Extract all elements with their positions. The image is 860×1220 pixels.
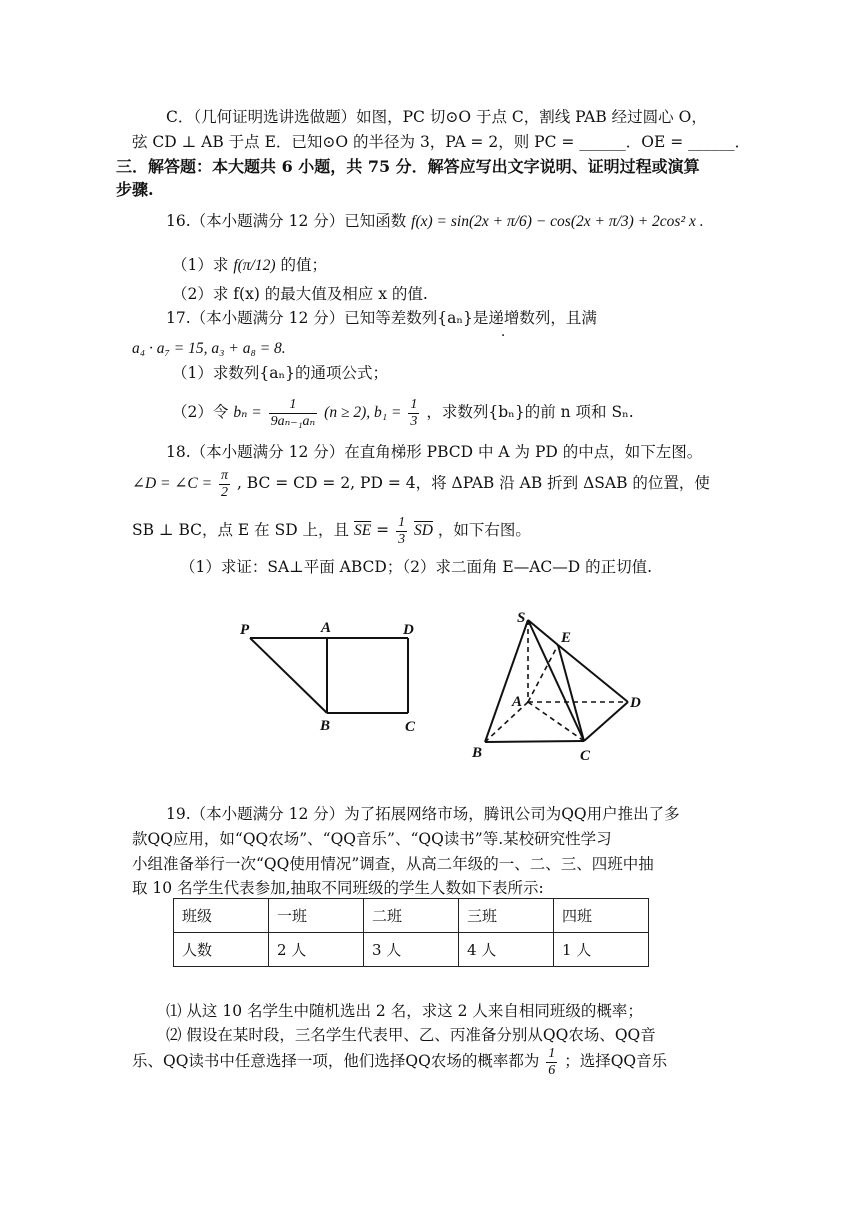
q17-bn-numerator: 1 — [269, 397, 318, 414]
q18-line2 — [132, 463, 710, 504]
q16-intro-text: 16.（本小题满分 12 分）已知函数 — [166, 212, 407, 230]
q19-part2-line2 — [132, 1041, 667, 1081]
q17-b1-denominator: 3 — [410, 413, 418, 429]
q17-bn-label: bₙ = — [233, 404, 262, 421]
q17-condition: a₄ · a₇ = 15, a₃ + a₈ = 8. — [132, 340, 286, 357]
q18-angle-fraction — [219, 468, 230, 501]
figure-right-label-s: S — [517, 610, 526, 626]
table-cell: 二班 — [364, 899, 459, 933]
q18-line1: 18.（本小题满分 12 分）在直角梯形 PBCD 中 A 为 PD 的中点，如下左图。 — [166, 443, 703, 461]
q17-bn-fraction — [269, 397, 318, 430]
q18-equals: = — [376, 521, 390, 539]
table-cell: 四班 — [554, 899, 649, 933]
q19-line1: 19.（本小题满分 12 分）为了拓展网络市场，腾讯公司为QQ用户推出了多 — [166, 805, 680, 823]
table-cell: 2 人 — [269, 933, 364, 967]
q17-intro-text: 17.（本小题满分 12 分）已知等差数列{aₙ}是 — [166, 309, 489, 327]
figure-right-label-c: C — [580, 748, 591, 764]
figure-left-label-a: A — [321, 620, 332, 636]
figure-left-label-p: P — [240, 622, 250, 638]
table-header-row — [174, 899, 649, 933]
figure-right-label-a: A — [512, 694, 523, 710]
q19-probability-fraction — [546, 1046, 557, 1079]
q16-function: f(x) = sin(2x + π/6) − cos(2x + π/3) + 2cos² x . — [411, 213, 704, 230]
q16-part2: （2）求 f(x) 的最大值及相应 x 的值. — [172, 285, 428, 303]
section3-heading-line2: 步骤. — [116, 180, 154, 199]
q18-line3 — [132, 510, 531, 551]
q18-line4: （1）求证：SA⊥平面 ABCD；（2）求二面角 E—AC—D 的正切值. — [180, 558, 653, 576]
figure-left-label-d: D — [403, 622, 414, 638]
q18-vector-se: $\overline{SE}$ — [353, 522, 372, 539]
figure-right-label-b: B — [472, 745, 483, 761]
table-cell: 4 人 — [459, 933, 554, 967]
q18-vector-numerator: 1 — [398, 514, 406, 530]
figure-left-label-b: B — [320, 718, 331, 734]
table-cell: 1 人 — [554, 933, 649, 967]
q18-line3-pre: SB ⊥ BC，点 E 在 SD 上，且 — [132, 521, 350, 539]
figure-right-label-e: E — [561, 630, 572, 646]
q18-vector-denominator: 3 — [398, 531, 406, 547]
q17-intro-end: 数列，且满 — [519, 309, 597, 327]
q17-emphasis: 递增 — [488, 309, 520, 327]
q18-angle-denominator: 2 — [221, 484, 228, 500]
table-cell: 一班 — [269, 899, 364, 933]
q19-line4: 取 10 名学生代表参加,抽取不同班级的学生人数如下表所示: — [132, 879, 544, 897]
q17-part2-post: ，求数列{bₙ}的前 n 项和 Sₙ. — [426, 403, 634, 421]
figure-left-trapezoid — [250, 638, 408, 713]
q18-line2-post: , BC = CD = 2, PD = 4，将 ΔPAB 沿 AB 折到 ΔSAB 的位置，使 — [236, 474, 710, 492]
table-cell: 班级 — [174, 899, 269, 933]
q16-part1 — [172, 248, 327, 283]
q17-part2 — [172, 392, 634, 433]
q15c-line1: C．（几何证明选讲选做题）如图，PC 切⊙O 于点 C，割线 PAB 经过圆心 O， — [166, 108, 707, 126]
q19-part1: ⑴ 从这 10 名学生中随机选出 2 名，求这 2 人来自相同班级的概率； — [166, 1002, 643, 1020]
q19-part2-line1: ⑵ 假设在某时段，三名学生代表甲、乙、丙准备分别从QQ农场、QQ音 — [166, 1026, 656, 1044]
q19-part2-line2-pre: 乐、QQ读书中任意选择一项，他们选择QQ农场的概率都为 — [132, 1052, 540, 1070]
q18-angle-numerator: π — [221, 467, 229, 483]
q18-vector-sd: $\overline{SD}$ — [414, 522, 433, 539]
table-cell: 3 人 — [364, 933, 459, 967]
q17-part2-pre: （2）令 — [172, 403, 229, 421]
table-cell: 三班 — [459, 899, 554, 933]
table-row — [174, 933, 649, 967]
q17-b1-fraction — [408, 397, 419, 430]
q18-line3-post: ，如下右图。 — [437, 521, 531, 539]
q16-part1-pre: （1）求 — [172, 256, 229, 274]
q19-probability-denominator: 6 — [548, 1062, 556, 1078]
figure-right-label-d: D — [630, 695, 641, 711]
q18-vector-fraction — [396, 515, 407, 548]
q19-probability-numerator: 1 — [548, 1045, 556, 1061]
q16-part1-expr: f(π/12) — [233, 257, 276, 274]
table-cell: 人数 — [174, 933, 269, 967]
q16-intro — [166, 210, 704, 233]
q17-b1-numerator: 1 — [410, 396, 418, 412]
q19-line2: 款QQ应用，如“QQ农场”、“QQ音乐”、“QQ读书”等.某校研究性学习 — [132, 830, 612, 848]
q17-bn-denominator: 9aₙ₋₁aₙ — [270, 413, 316, 429]
figure-right-solid-edges — [485, 620, 628, 742]
q19-line3: 小组准备举行一次“QQ使用情况”调查，从高二年级的一、二、三、四班中抽 — [132, 855, 654, 873]
q17-part1: （1）求数列{aₙ}的通项公式； — [172, 364, 389, 382]
q15c-line2: 弦 CD ⊥ AB 于点 E．已知⊙O 的半径为 3，PA = 2，则 PC = ______．OE = ______． — [132, 133, 751, 151]
section3-heading-line1: 三．解答题：本大题共 6 小题，共 75 分．解答应写出文字说明、证明过程或演算 — [116, 157, 700, 176]
class-count-table — [173, 898, 649, 967]
figure-left-label-c: C — [405, 719, 416, 735]
q18-angle: ∠D = ∠C = — [132, 475, 213, 492]
q17-intro — [166, 307, 597, 329]
q19-part2-line2-post: ；选择QQ音乐 — [564, 1052, 668, 1070]
q16-part1-post: 的值； — [280, 256, 327, 274]
q17-b1-condition: (n ≥ 2), b₁ = — [324, 404, 402, 421]
figure-right-dashed-edges — [485, 620, 628, 742]
